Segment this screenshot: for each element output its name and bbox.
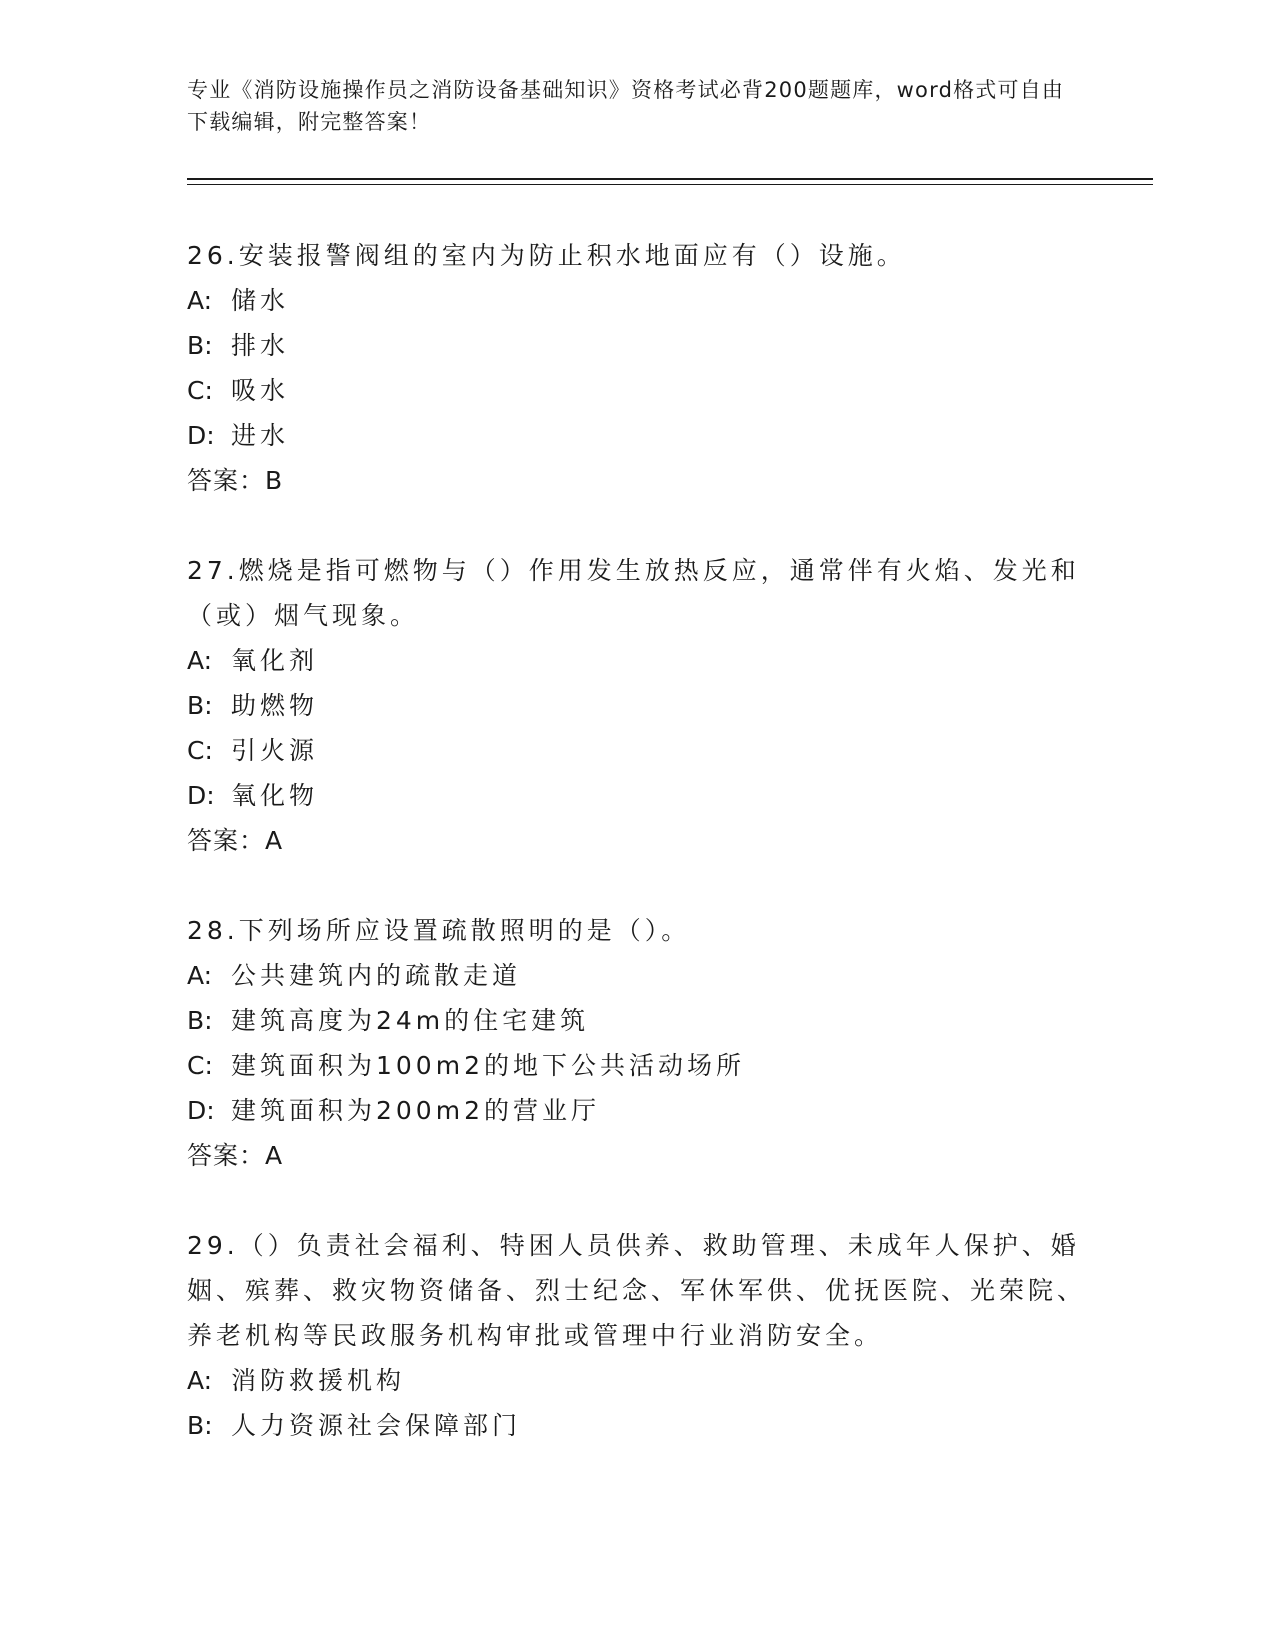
- question-26: [187, 233, 1087, 503]
- option-letter: D:: [187, 421, 215, 450]
- option-letter: A:: [187, 961, 213, 990]
- option-letter: C:: [187, 376, 213, 405]
- option-text: 人力资源社会保障部门: [231, 1411, 522, 1440]
- option-text: 建筑面积为200m2的营业厅: [231, 1096, 600, 1125]
- option-text: 建筑面积为100m2的地下公共活动场所: [231, 1051, 745, 1080]
- option-text: 储水: [231, 286, 290, 315]
- question-28: [187, 908, 1087, 1178]
- question-27: [187, 548, 1087, 863]
- option-letter: B:: [187, 331, 213, 360]
- answer-label: 答案：: [187, 826, 266, 855]
- question-stem: 29.（）负责社会福利、特困人员供养、救助管理、未成年人保护、婚姻、殡葬、救灾物资储备、烈士纪念、军休军供、优抚医院、光荣院、养老机构等民政服务机构审批或管理中行业消防安全。: [187, 1231, 1087, 1350]
- option-letter: D:: [187, 1096, 215, 1125]
- option-letter: C:: [187, 1051, 213, 1080]
- option-c: [187, 1043, 1087, 1088]
- option-text: 助燃物: [231, 691, 319, 720]
- option-letter: D:: [187, 781, 215, 810]
- option-text: 公共建筑内的疏散走道: [231, 961, 522, 990]
- option-letter: B:: [187, 1006, 213, 1035]
- question-list: [187, 233, 1087, 1493]
- answer-line: [187, 1133, 1087, 1178]
- question-29: [187, 1223, 1087, 1448]
- option-a: [187, 1358, 1087, 1403]
- question-stem: 26.安装报警阀组的室内为防止积水地面应有（）设施。: [187, 241, 906, 270]
- option-text: 引火源: [231, 736, 319, 765]
- option-letter: C:: [187, 736, 213, 765]
- option-letter: B:: [187, 691, 213, 720]
- option-a: [187, 278, 1087, 323]
- answer-line: [187, 458, 1087, 503]
- option-text: 吸水: [231, 376, 290, 405]
- option-b: [187, 1403, 1087, 1448]
- option-b: [187, 998, 1087, 1043]
- option-d: [187, 1088, 1087, 1133]
- option-c: [187, 368, 1087, 413]
- answer-value: A: [265, 826, 284, 855]
- option-text: 排水: [231, 331, 290, 360]
- option-text: 消防救援机构: [231, 1366, 406, 1395]
- option-d: [187, 773, 1087, 818]
- option-letter: A:: [187, 1366, 213, 1395]
- answer-value: B: [265, 466, 284, 495]
- header-divider-thick: [187, 178, 1153, 180]
- option-text: 氧化物: [231, 781, 319, 810]
- answer-line: [187, 818, 1087, 863]
- question-stem: 27.燃烧是指可燃物与（）作用发生放热反应，通常伴有火焰、发光和（或）烟气现象。: [187, 556, 1080, 630]
- option-a: [187, 638, 1087, 683]
- answer-value: A: [265, 1141, 284, 1170]
- option-text: 建筑高度为24m的住宅建筑: [231, 1006, 590, 1035]
- option-text: 氧化剂: [231, 646, 319, 675]
- option-d: [187, 413, 1087, 458]
- question-stem: 28.下列场所应设置疏散照明的是（）。: [187, 916, 691, 945]
- option-a: [187, 953, 1087, 998]
- option-b: [187, 323, 1087, 368]
- answer-label: 答案：: [187, 466, 266, 495]
- option-b: [187, 683, 1087, 728]
- option-c: [187, 728, 1087, 773]
- document-header: 专业《消防设施操作员之消防设备基础知识》资格考试必背200题题库，word格式可自由下载编辑，附完整答案！: [187, 78, 1065, 134]
- answer-label: 答案：: [187, 1141, 266, 1170]
- header-divider-thin: [187, 184, 1153, 185]
- option-letter: B:: [187, 1411, 213, 1440]
- option-letter: A:: [187, 286, 213, 315]
- option-text: 进水: [231, 421, 290, 450]
- option-letter: A:: [187, 646, 213, 675]
